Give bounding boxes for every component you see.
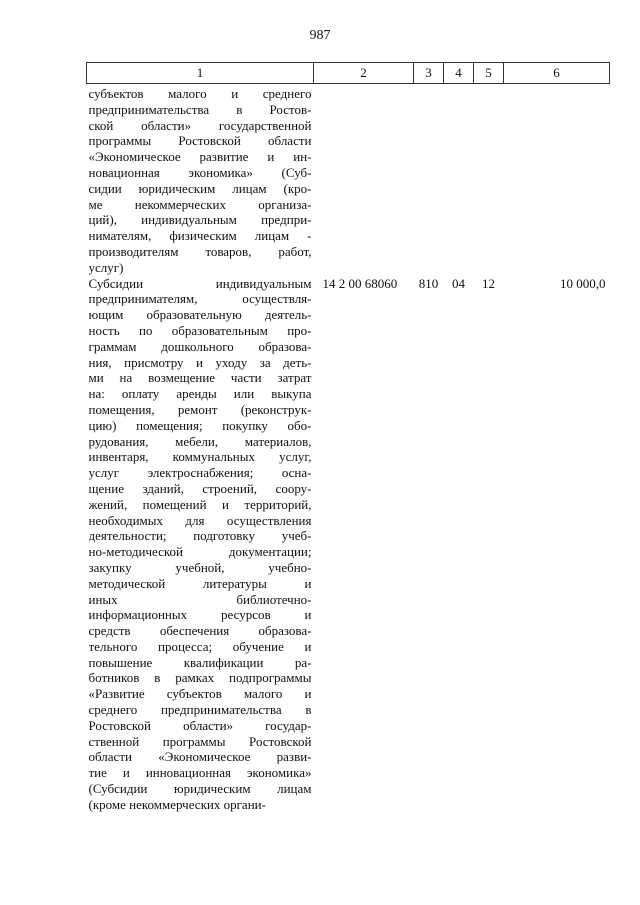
- description-cell: [87, 276, 314, 813]
- description-line: ность по образовательным про-: [88, 322, 312, 338]
- description-line: инвентаря, коммунальных услуг,: [88, 449, 312, 465]
- section-cell: [444, 84, 474, 276]
- description-line: (Субсидии юридическим лицам: [88, 781, 312, 797]
- description-line: тельного процесса; обучение и: [88, 638, 312, 654]
- description-line: ющим образовательную деятель-: [88, 307, 312, 323]
- header-col-5: 5: [474, 63, 504, 84]
- description-line: предпринимателям, осуществля-: [88, 291, 312, 307]
- description-line: области «Экономическое разви-: [88, 749, 312, 765]
- description-line: «Развитие субъектов малого и: [88, 686, 312, 702]
- description-cell: [87, 84, 314, 276]
- description-line: новационная экономика» (Суб-: [88, 164, 312, 180]
- budget-table: [86, 62, 610, 813]
- description-line: ботников в рамках подпрограммы: [88, 670, 312, 686]
- description-line: (кроме некоммерческих органи-: [88, 796, 266, 812]
- description-line: помещения, ремонт (реконструк-: [88, 401, 312, 417]
- page-number: 987: [309, 28, 331, 43]
- description-line: деятельности; подготовку учеб-: [88, 528, 312, 544]
- expense-type-cell: [414, 84, 444, 276]
- description-line: на: оплату аренды или выкупа: [88, 386, 312, 402]
- description-line: производителям товаров, работ,: [88, 243, 312, 259]
- description-line: программы Ростовской области: [88, 133, 312, 149]
- table-row: [87, 84, 610, 276]
- description-line: информационных ресурсов и: [88, 607, 312, 623]
- table-row: [87, 276, 610, 813]
- expense-type-cell: 810: [418, 275, 439, 291]
- subsection-cell: 12: [482, 275, 495, 291]
- description-line: ственной программы Ростовской: [88, 733, 312, 749]
- description-line: закупку учебной, учебно-: [88, 559, 312, 575]
- description-line: услуг): [88, 259, 124, 275]
- description-line: сидии юридическим лицам (кро-: [88, 180, 312, 196]
- description-line: услуг электроснабжения; осна-: [88, 465, 312, 481]
- description-line: щение зданий, строений, соору-: [88, 480, 312, 496]
- header-col-4: 4: [444, 63, 474, 84]
- description-line: среднего предпринимательства в: [88, 702, 312, 718]
- description-line: средств обеспечения образова-: [88, 623, 312, 639]
- description-line: рудования, мебели, материалов,: [88, 433, 312, 449]
- header-col-3: 3: [414, 63, 444, 84]
- description-line: тие и инновационная экономика»: [88, 765, 312, 781]
- description-line: ций), индивидуальным предпри-: [88, 212, 312, 228]
- amount-cell: [504, 84, 610, 276]
- budget-code-cell: [314, 84, 414, 276]
- header-col-1: 1: [87, 63, 314, 84]
- description-line: субъектов малого и среднего: [88, 86, 312, 101]
- description-line: граммам дошкольного образова-: [88, 338, 312, 354]
- description-line: методической литературы и: [88, 575, 312, 591]
- header-row: [87, 63, 610, 84]
- description-line: Субсидии индивидуальным: [88, 275, 312, 291]
- header-col-2: 2: [314, 63, 414, 84]
- description-line: предпринимательства в Ростов-: [88, 101, 312, 117]
- description-line: но-методической документации;: [88, 544, 312, 560]
- description-line: ской области» государственной: [88, 117, 312, 133]
- description-line: ме некоммерческих организа-: [88, 196, 312, 212]
- amount-cell: 10 000,0: [560, 275, 606, 291]
- description-line: иных библиотечно-: [88, 591, 312, 607]
- subsection-cell: [474, 84, 504, 276]
- description-line: «Экономическое развитие и ин-: [88, 149, 312, 165]
- description-line: цию) помещения; покупку обо-: [88, 417, 312, 433]
- header-col-6: 6: [504, 63, 610, 84]
- table-body: [87, 84, 610, 813]
- section-cell: 04: [452, 275, 465, 291]
- table-header: [87, 63, 610, 84]
- description-line: жений, помещений и территорий,: [88, 496, 312, 512]
- description-line: ми на возмещение части затрат: [88, 370, 312, 386]
- description-line: нимателям, физическим лицам -: [88, 228, 312, 244]
- description-line: необходимых для осуществления: [88, 512, 312, 528]
- budget-code-cell: 14 2 00 68060: [322, 275, 398, 291]
- description-line: Ростовской области» государ-: [88, 717, 312, 733]
- description-line: ния, присмотру и уходу за деть-: [88, 354, 312, 370]
- description-line: повышение квалификации ра-: [88, 654, 312, 670]
